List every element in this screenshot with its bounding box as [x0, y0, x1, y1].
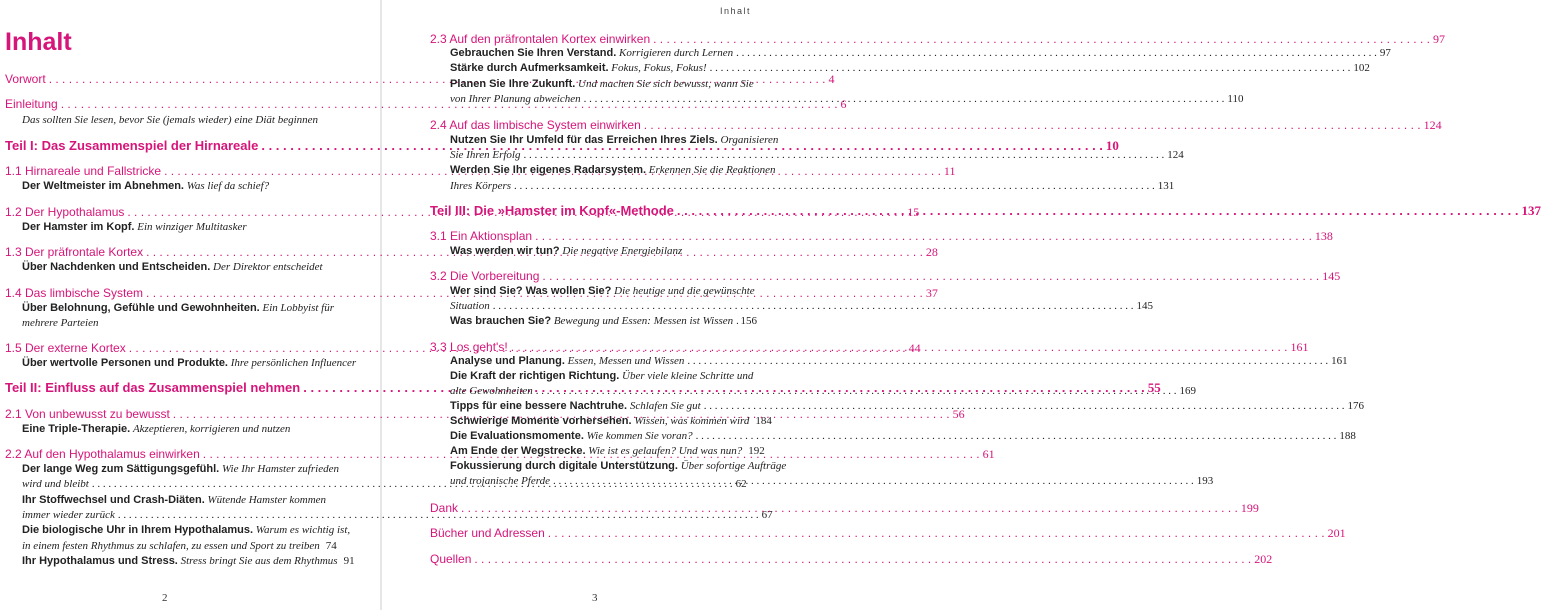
toc-sub-2-2-b-cont[interactable]: immer wieder zurück . . . 67 [22, 509, 332, 521]
toc-vorwort[interactable]: Vorwort . . . 4 [5, 72, 332, 87]
toc-section-3-2[interactable]: 3.2 Die Vorbereitung . . . 145 [430, 269, 757, 284]
toc-part-1[interactable]: Teil I: Das Zusammenspiel der Hirnareale . . . 10 [5, 138, 332, 154]
toc-sub-2-3-b[interactable]: Stärke durch Aufmerksamkeit. Fokus, Fokus, Fokus! . . . 102 [450, 62, 757, 74]
toc-einleitung[interactable]: Einleitung . . . 6 [5, 97, 332, 112]
toc-section-1-3[interactable]: 1.3 Der präfrontale Kortex . . . 28 [5, 245, 332, 260]
toc-sub-2-4-b: Werden Sie Ihr eigenes Radarsystem. Erkennen Sie die Reaktionen [450, 164, 776, 176]
toc-sub-3-3-e[interactable]: Die Evaluationsmomente. Wie kommen Sie voran? . . . 188 [450, 430, 757, 442]
toc-section-2-4[interactable]: 2.4 Auf das limbische System einwirken . . . 124 [430, 118, 757, 133]
toc-sub-3-3-d[interactable]: Schwierige Momente vorhersehen. Wissen, was kommen wird 184 [450, 415, 772, 427]
toc-sub-3-1: Was werden wir tun? Die negative Energiebilanz [450, 245, 683, 257]
toc-sub-1-4: Über Belohnung, Gefühle und Gewohnheiten. Ein Lobbyist für [22, 302, 334, 314]
toc-section-1-5[interactable]: 1.5 Der externe Kortex . . . 44 [5, 341, 332, 356]
toc-sub-1-3: Über Nachdenken und Entscheiden. Der Direktor entscheidet [22, 261, 323, 273]
page-number-right: 3 [592, 592, 598, 604]
page-title: Inhalt [5, 28, 72, 56]
toc-sub-3-3-g: Fokussierung durch digitale Unterstützung. Über sofortige Aufträge [450, 460, 787, 472]
toc-sub-2-2-d[interactable]: Ihr Hypothalamus und Stress. Stress bringt Sie aus dem Rhythmus 91 [22, 555, 355, 567]
toc-section-2-2[interactable]: 2.2 Auf den Hypothalamus einwirken . . . 61 [5, 447, 332, 462]
toc-sub-3-3-f[interactable]: Am Ende der Wegstrecke. Wie ist es gelaufen? Und was nun? 192 [450, 445, 765, 457]
toc-sub-1-5: Über wertvolle Personen und Produkte. Ihre persönlichen Influencer [22, 357, 357, 369]
toc-section-1-4[interactable]: 1.4 Das limbische System . . . 37 [5, 286, 332, 301]
toc-sub-3-2-b[interactable]: Was brauchen Sie? Bewegung und Essen: Messen ist Wissen . . . 156 [450, 315, 757, 327]
toc-sub-2-2-a-cont[interactable]: wird und bleibt . . . 62 [22, 478, 332, 490]
toc-sub-2-1: Eine Triple-Therapie. Akzeptieren, korrigieren und nutzen [22, 423, 291, 435]
toc-section-3-3[interactable]: 3.3 Los geht's! . . . 161 [430, 340, 757, 355]
toc-sub-3-3-c[interactable]: Tipps für eine bessere Nachtruhe. Schlafen Sie gut . . . 176 [450, 400, 757, 412]
toc-quellen[interactable]: Quellen . . . 202 [430, 552, 757, 567]
toc-section-2-1[interactable]: 2.1 Von unbewusst zu bewusst . . . 56 [5, 407, 332, 422]
toc-section-2-3[interactable]: 2.3 Auf den präfrontalen Kortex einwirken . . . 97 [430, 32, 757, 47]
toc-sub-3-2-a: Wer sind Sie? Was wollen Sie? Die heutige und die gewünschte [450, 285, 755, 297]
toc-sub-3-3-g-cont[interactable]: und trojanische Pferde . . . 193 [450, 475, 757, 487]
toc-part-3[interactable]: Teil III: Die »Hamster im Kopf«-Methode . . . 137 [430, 203, 757, 219]
toc-sub-3-3-b-cont[interactable]: alte Gewohnheiten . . . 169 [450, 385, 757, 397]
toc-sub-2-2-c: Die biologische Uhr in Ihrem Hypothalamus. Warum es wichtig ist, [22, 524, 351, 536]
toc-sub-2-2-b: Ihr Stoffwechsel und Crash-Diäten. Wütende Hamster kommen [22, 494, 327, 506]
toc-sub-2-2-c-cont[interactable]: in einem festen Rhythmus zu schlafen, zu essen und Sport zu treiben 74 [22, 540, 337, 552]
toc-sub-1-1: Der Weltmeister im Abnehmen. Was lief da schief? [22, 180, 270, 192]
toc-buecher[interactable]: Bücher und Adressen . . . 201 [430, 526, 757, 541]
toc-sub-3-3-b: Die Kraft der richtigen Richtung. Über viele kleine Schritte und [450, 370, 754, 382]
toc-section-1-1[interactable]: 1.1 Hirnareale und Fallstricke . . . 11 [5, 164, 332, 179]
toc-sub-2-2-a: Der lange Weg zum Sättigungsgefühl. Wie Ihr Hamster zufrieden [22, 463, 339, 475]
running-header: Inhalt [719, 6, 751, 16]
toc-section-3-1[interactable]: 3.1 Ein Aktionsplan . . . 138 [430, 229, 757, 244]
toc-sub-3-3-a[interactable]: Analyse und Planung. Essen, Messen und Wissen . . . 161 [450, 355, 757, 367]
toc-sub-2-4-a: Nutzen Sie Ihr Umfeld für das Erreichen Ihres Ziels. Organisieren [450, 134, 779, 146]
toc-dank[interactable]: Dank . . . 199 [430, 501, 757, 516]
page-number-left: 2 [162, 592, 168, 604]
toc-sub-2-3-c-cont[interactable]: von Ihrer Planung abweichen . . . 110 [450, 93, 757, 105]
toc-section-1-2[interactable]: 1.2 Der Hypothalamus . . . 15 [5, 205, 332, 220]
toc-sub-2-4-b-cont[interactable]: Ihres Körpers . . . 131 [450, 180, 757, 192]
toc-sub-2-3-c: Planen Sie Ihre Zukunft. Und machen Sie sich bewusst, wann Sie [450, 78, 754, 90]
toc-einleitung-desc: Das sollten Sie lesen, bevor Sie (jemals wieder) eine Diät beginnen [22, 114, 319, 126]
toc-part-2[interactable]: Teil II: Einfluss auf das Zusammenspiel nehmen . . . 55 [5, 380, 332, 396]
toc-sub-1-4-cont: mehrere Parteien [22, 317, 99, 329]
toc-sub-2-4-a-cont[interactable]: Sie Ihren Erfolg . . . 124 [450, 149, 757, 161]
toc-sub-3-2-a-cont[interactable]: Situation . . . 145 [450, 300, 757, 312]
toc-sub-2-3-a[interactable]: Gebrauchen Sie Ihren Verstand. Korrigieren durch Lernen . . . 97 [450, 47, 757, 59]
toc-sub-1-2: Der Hamster im Kopf. Ein winziger Multitasker [22, 221, 247, 233]
